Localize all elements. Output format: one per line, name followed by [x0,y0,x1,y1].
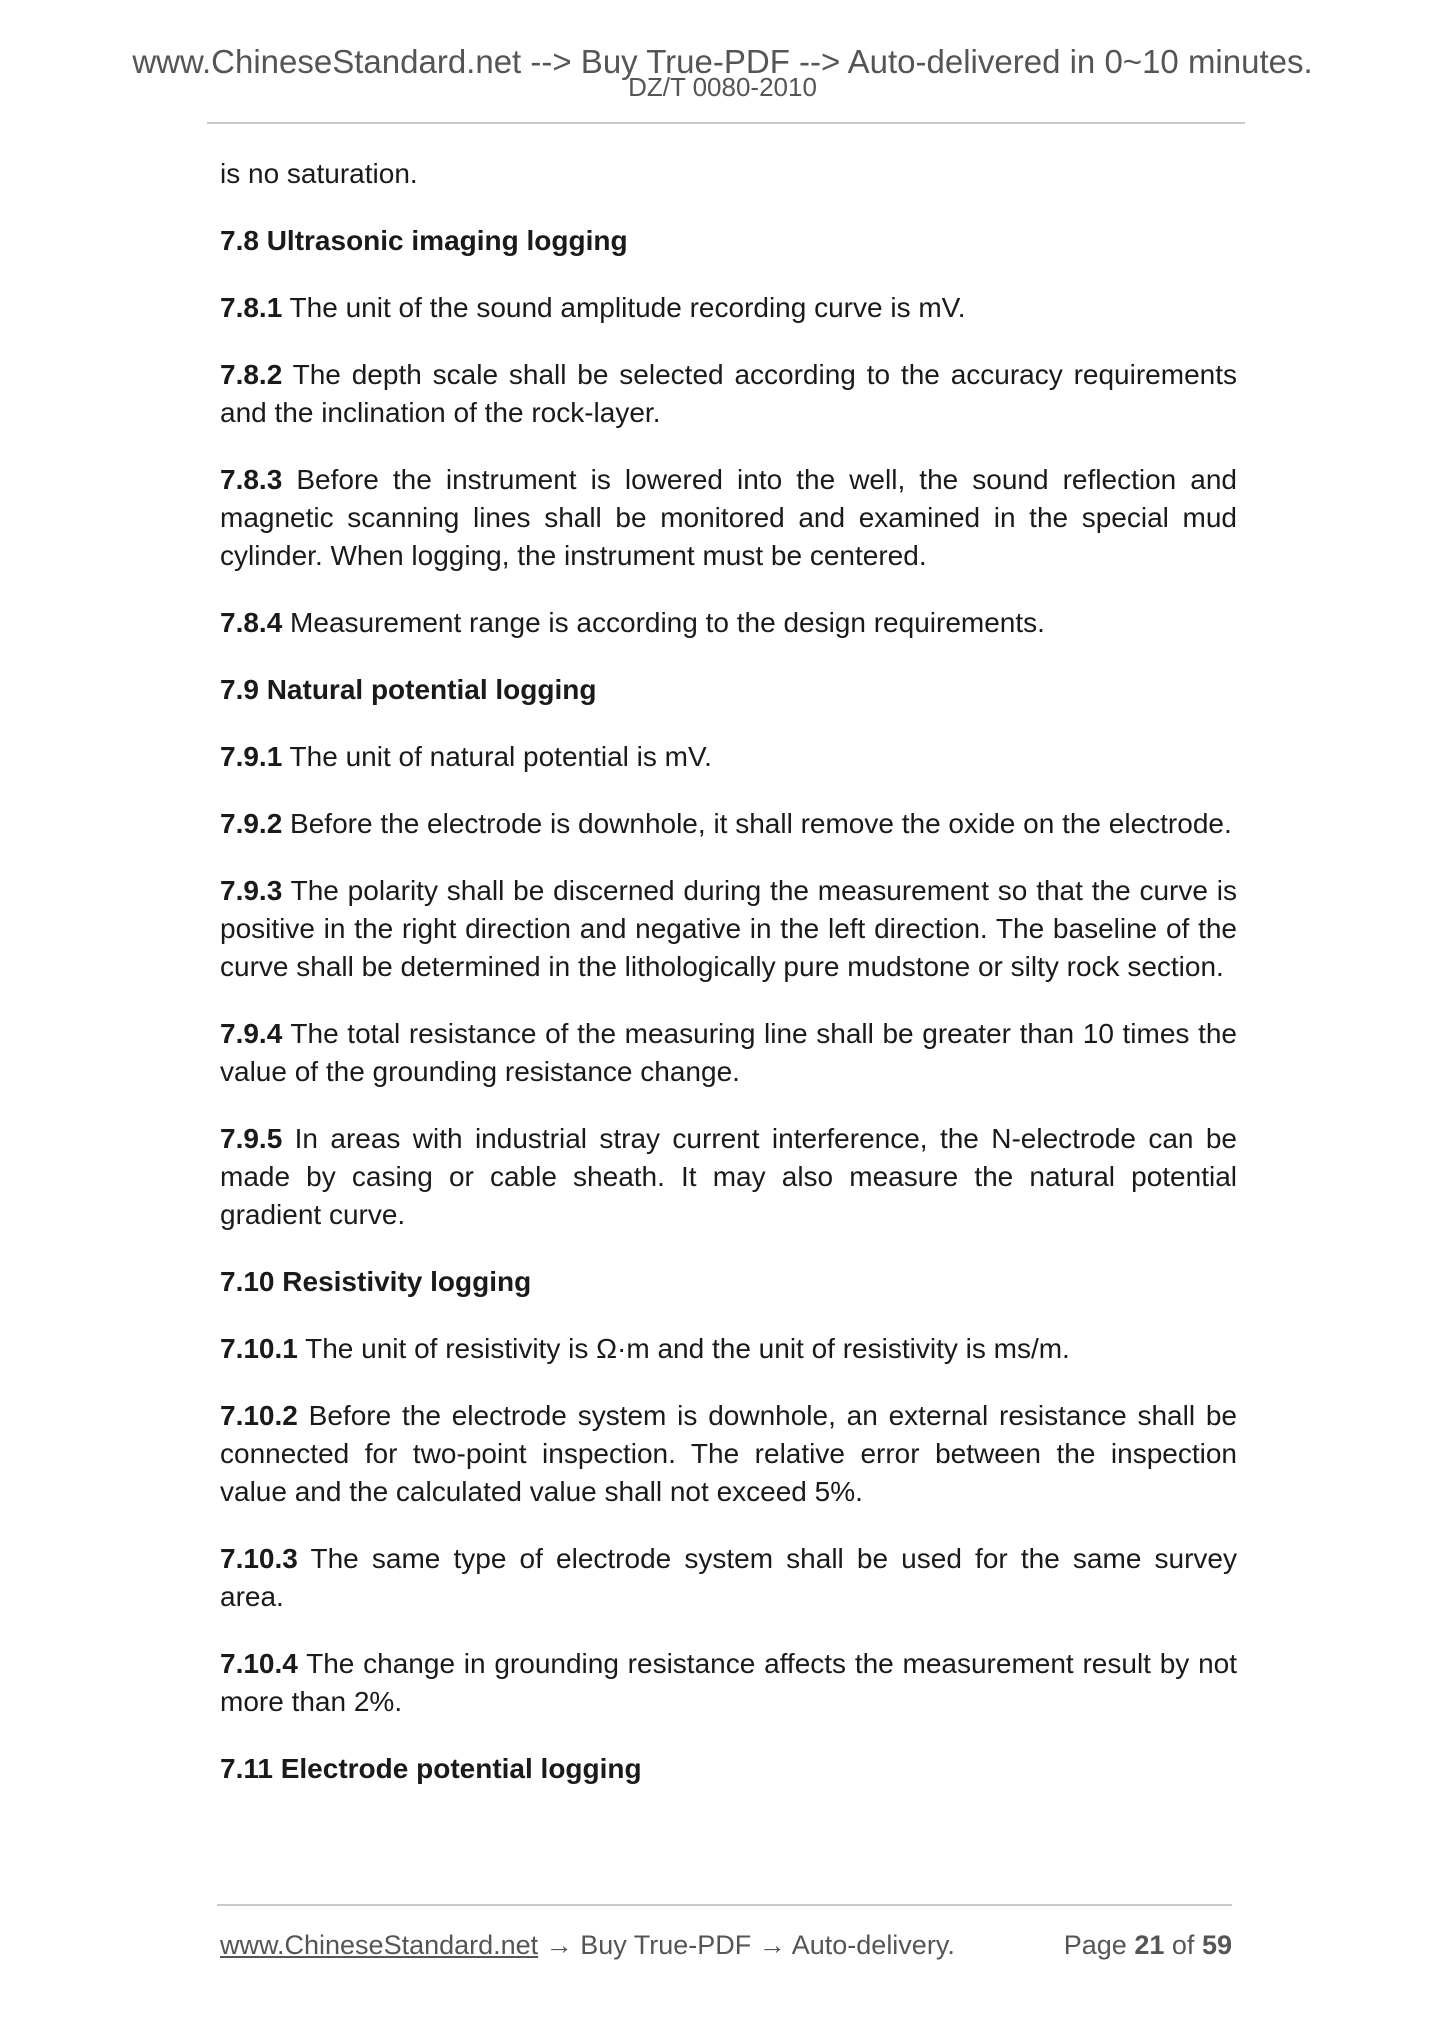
clause-7-9-3 [220,872,1237,986]
clause-text: Measurement range is according to the design requirements. [282,607,1045,638]
clause-7-10-2 [220,1397,1237,1511]
clause-number: 7.10.1 [220,1333,298,1364]
footer-divider [217,1904,1232,1906]
clause-number: 7.10.4 [220,1648,298,1679]
clause-7-8-2 [220,356,1237,432]
footer-left [220,1925,955,1965]
clause-7-9-1 [220,738,1237,776]
clause-text: The change in grounding resistance affects the measurement result by not more than 2%. [220,1648,1237,1717]
clause-number: 7.8.4 [220,607,283,638]
clause-text: The total resistance of the measuring line shall be greater than 10 times the value of the grounding resistance change. [220,1018,1237,1087]
continuation-text: is no saturation. [220,158,418,189]
clause-7-9-4 [220,1015,1237,1091]
section-heading-7-9: 7.9 Natural potential logging [220,674,597,705]
clause-text: In areas with industrial stray current interference, the N-electrode can be made by casing or cable sheath. It may also measure the natural potential gradient curve. [220,1123,1237,1230]
clause-text: The polarity shall be discerned during the measurement so that the curve is positive in the right direction and negative in the left direction. The baseline of the curve shall be determined in the lithologically pure mudstone or silty rock section. [220,875,1237,982]
clause-number: 7.9.3 [220,875,283,906]
clause-7-10-3 [220,1540,1237,1616]
clause-number: 7.9.2 [220,808,283,839]
clause-text: The same type of electrode system shall be used for the same survey area. [220,1543,1237,1612]
clause-text: Before the electrode system is downhole, an external resistance shall be connected for two-point inspection. The relative error between the inspection value and the calculated value shall not exceed 5%. [220,1400,1237,1507]
header-banner: www.ChineseStandard.net --> Buy True-PDF --> Auto-delivered in 0~10 minutes. [132,43,1313,80]
clause-7-8-4 [220,604,1237,642]
clause-7-8-3 [220,461,1237,575]
clause-text: The unit of resistivity is Ω·m and the unit of resistivity is ms/m. [297,1333,1070,1364]
clause-number: 7.9.1 [220,741,283,772]
clause-7-10-1 [220,1330,1237,1368]
clause-7-10-4 [220,1645,1237,1721]
clause-number: 7.8.1 [220,292,283,323]
document-id: DZ/T 0080-2010 [628,72,817,102]
footer-website-link[interactable]: www.ChineseStandard.net [220,1930,539,1960]
page-of: of [1171,1930,1195,1960]
page-indicator [1064,1925,1232,1965]
clause-7-9-5 [220,1120,1237,1234]
section-heading-7-10: 7.10 Resistivity logging [220,1266,532,1297]
clause-text: The depth scale shall be selected according to the accuracy requirements and the inclination of the rock-layer. [220,359,1237,428]
clause-number: 7.10.2 [220,1400,298,1431]
clause-text: The unit of natural potential is mV. [282,741,712,772]
section-heading-7-11: 7.11 Electrode potential logging [220,1753,642,1784]
page-footer [220,1925,1232,1965]
clause-7-9-2 [220,805,1237,843]
clause-number: 7.9.5 [220,1123,283,1154]
header-divider [207,122,1245,124]
clause-text: The unit of the sound amplitude recording curve is mV. [282,292,966,323]
clause-7-8-1 [220,289,1237,327]
page-content [220,155,1237,1817]
clause-text: Before the electrode is downhole, it shall remove the oxide on the electrode. [282,808,1232,839]
page-total: 59 [1201,1930,1232,1960]
clause-text: Before the instrument is lowered into the well, the sound reflection and magnetic scanning lines shall be monitored and examined in the special mud cylinder. When logging, the instrument must be centered. [220,464,1237,571]
clause-number: 7.9.4 [220,1018,283,1049]
footer-delivery-text: → Buy True-PDF → Auto-delivery. [538,1930,955,1960]
clause-number: 7.8.3 [220,464,283,495]
page-label: Page [1063,1930,1127,1960]
page-current: 21 [1134,1930,1165,1960]
clause-number: 7.10.3 [220,1543,298,1574]
section-heading-7-8: 7.8 Ultrasonic imaging logging [220,225,628,256]
clause-number: 7.8.2 [220,359,283,390]
